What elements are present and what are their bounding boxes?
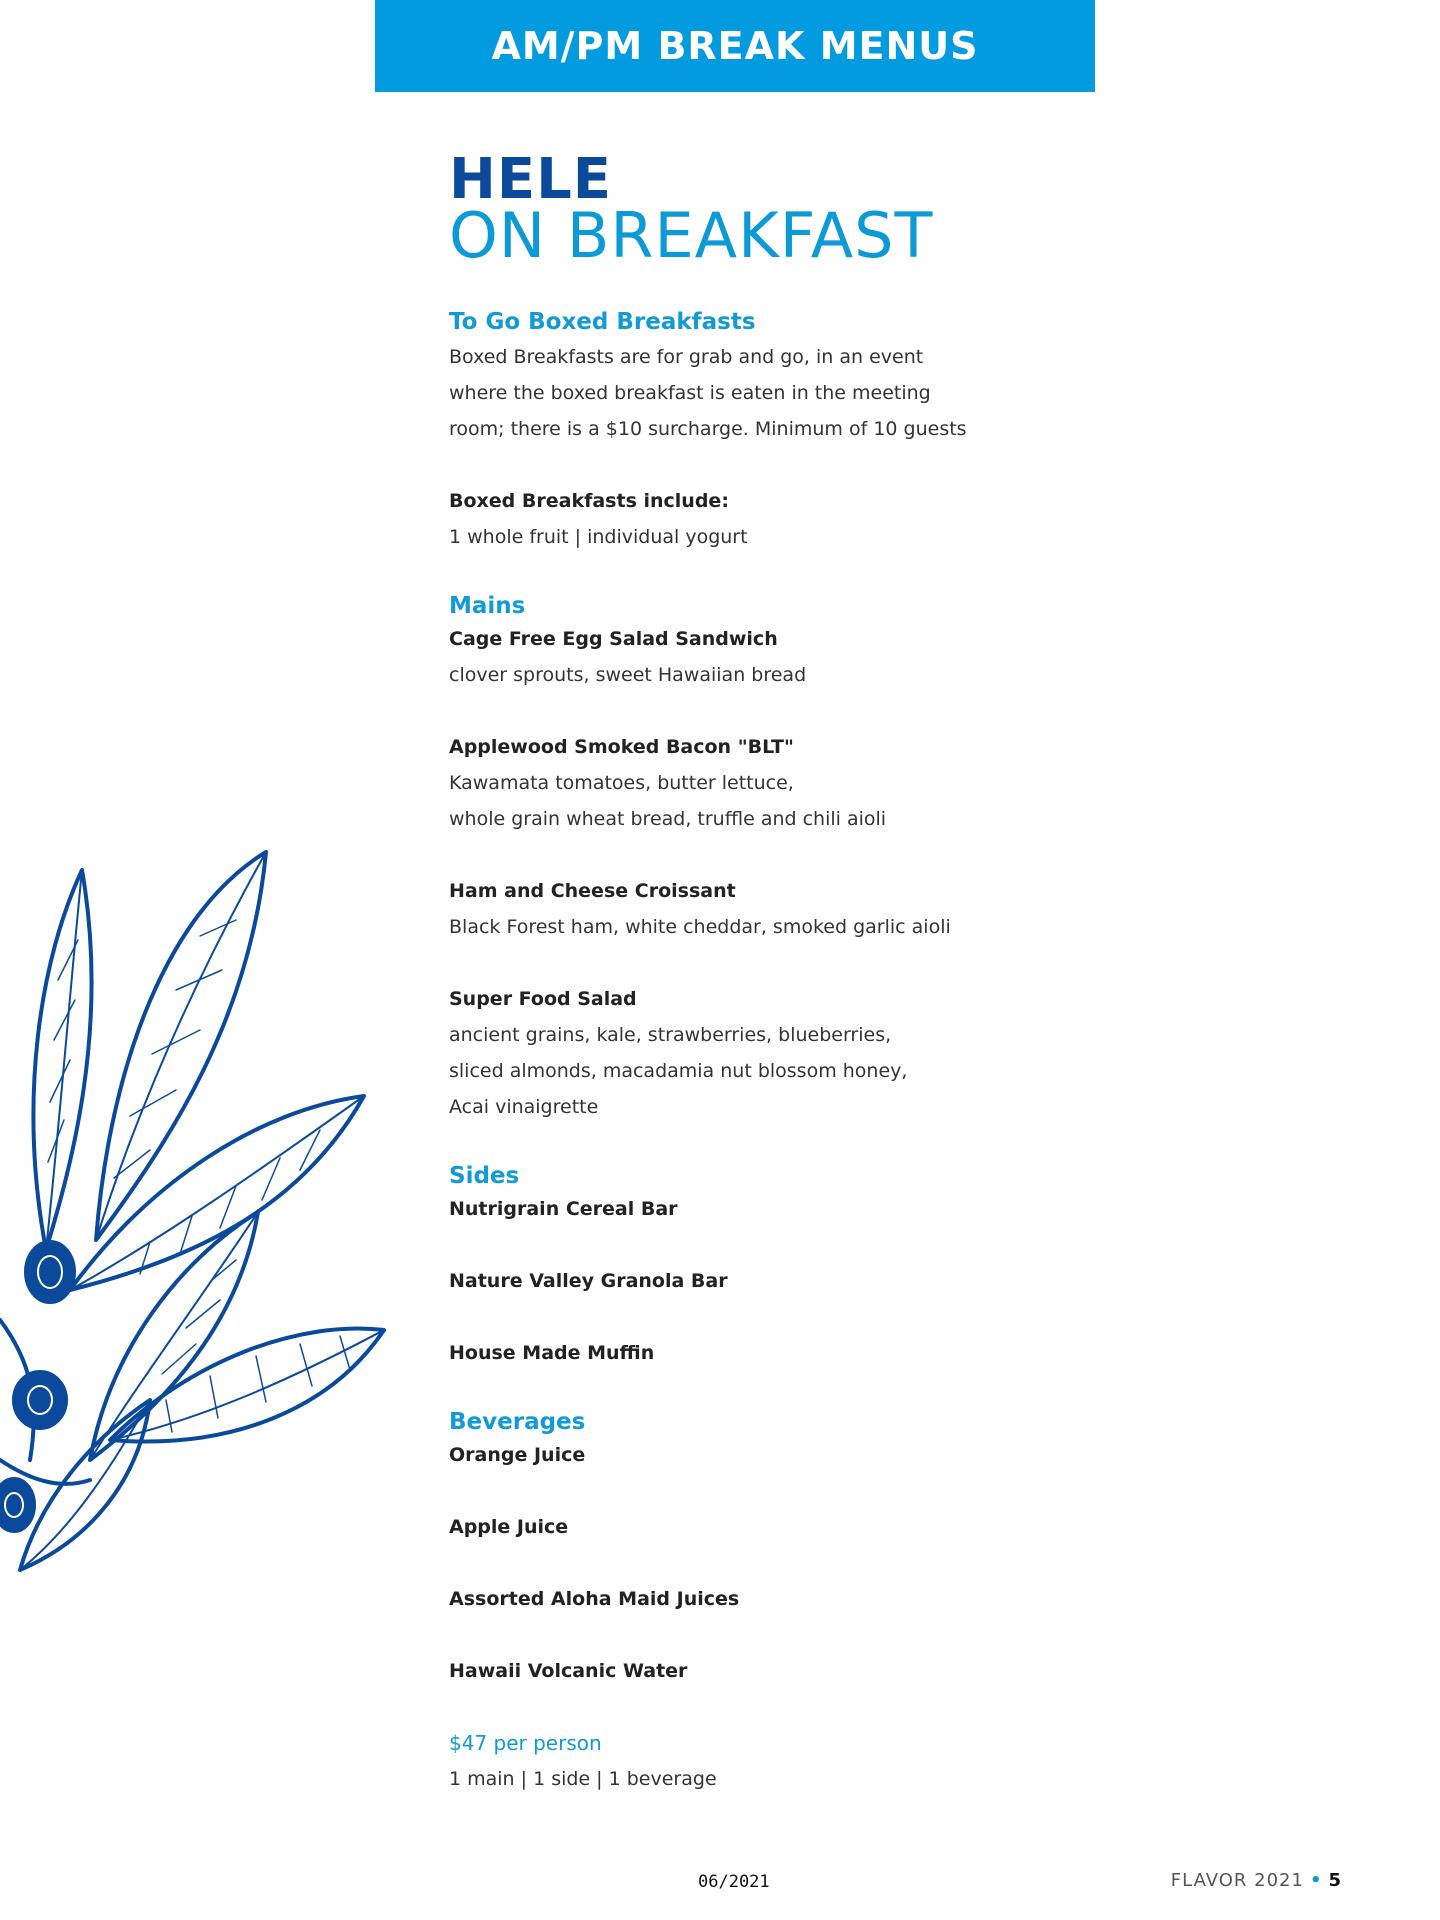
beverage-item: Apple Juice <box>449 1516 569 1538</box>
side-item: Nature Valley Granola Bar <box>449 1270 728 1292</box>
banner-title: AM/PM BREAK MENUS <box>491 24 979 68</box>
menu-item <box>449 873 1069 945</box>
menu-item <box>449 729 1069 837</box>
menu-item <box>449 981 1069 1125</box>
menu-item-description: whole grain wheat bread, truffle and chili aioli <box>449 808 887 830</box>
menu-content <box>449 147 1069 1797</box>
page-number: 5 <box>1328 1870 1342 1891</box>
sides-heading: Sides <box>449 1163 520 1189</box>
menu-item-description: ancient grains, kale, strawberries, blueberries, <box>449 1024 892 1046</box>
menu-item-description: clover sprouts, sweet Hawaiian bread <box>449 664 807 686</box>
boxed-heading: To Go Boxed Breakfasts <box>449 309 756 335</box>
footer-date: 06/2021 <box>698 1872 770 1892</box>
menu-item-name: Ham and Cheese Croissant <box>449 880 736 902</box>
mains-heading: Mains <box>449 593 526 619</box>
menu-item <box>449 621 1069 693</box>
side-item: Nutrigrain Cereal Bar <box>449 1198 678 1220</box>
menu-item-description: Acai vinaigrette <box>449 1096 599 1118</box>
boxed-description <box>449 339 1069 447</box>
menu-item-name: Super Food Salad <box>449 988 637 1010</box>
beverage-item: Assorted Aloha Maid Juices <box>449 1588 740 1610</box>
beverage-item: Hawaii Volcanic Water <box>449 1660 688 1682</box>
beverages-heading: Beverages <box>449 1409 586 1435</box>
leaf-illustration <box>0 840 400 1580</box>
price-detail: 1 main | 1 side | 1 beverage <box>449 1768 717 1790</box>
beverage-item: Orange Juice <box>449 1444 586 1466</box>
title-hele: HELE <box>449 147 613 212</box>
footer-brand <box>1171 1870 1342 1891</box>
menu-item-name: Cage Free Egg Salad Sandwich <box>449 628 778 650</box>
description-line: where the boxed breakfast is eaten in the meeting <box>449 382 931 404</box>
menu-item-description: Kawamata tomatoes, butter lettuce, <box>449 772 794 794</box>
description-line: room; there is a $10 surcharge. Minimum of 10 guests <box>449 418 967 440</box>
header-banner <box>375 0 1095 92</box>
menu-item-description: Black Forest ham, white cheddar, smoked garlic aioli <box>449 916 951 938</box>
menu-item-name: Applewood Smoked Bacon "BLT" <box>449 736 794 758</box>
description-line: Boxed Breakfasts are for grab and go, in an event <box>449 346 924 368</box>
footer-brand-name: FLAVOR 2021 <box>1170 1870 1304 1891</box>
title-on-breakfast: ON BREAKFAST <box>449 199 934 272</box>
side-item: House Made Muffin <box>449 1342 655 1364</box>
menu-item-description: sliced almonds, macadamia nut blossom honey, <box>449 1060 908 1082</box>
boxed-include-title: Boxed Breakfasts include: <box>449 490 729 512</box>
footer-dot: • <box>1309 1870 1323 1891</box>
price-per-person: $47 per person <box>449 1731 602 1755</box>
boxed-include-items: 1 whole fruit | individual yogurt <box>449 526 748 548</box>
